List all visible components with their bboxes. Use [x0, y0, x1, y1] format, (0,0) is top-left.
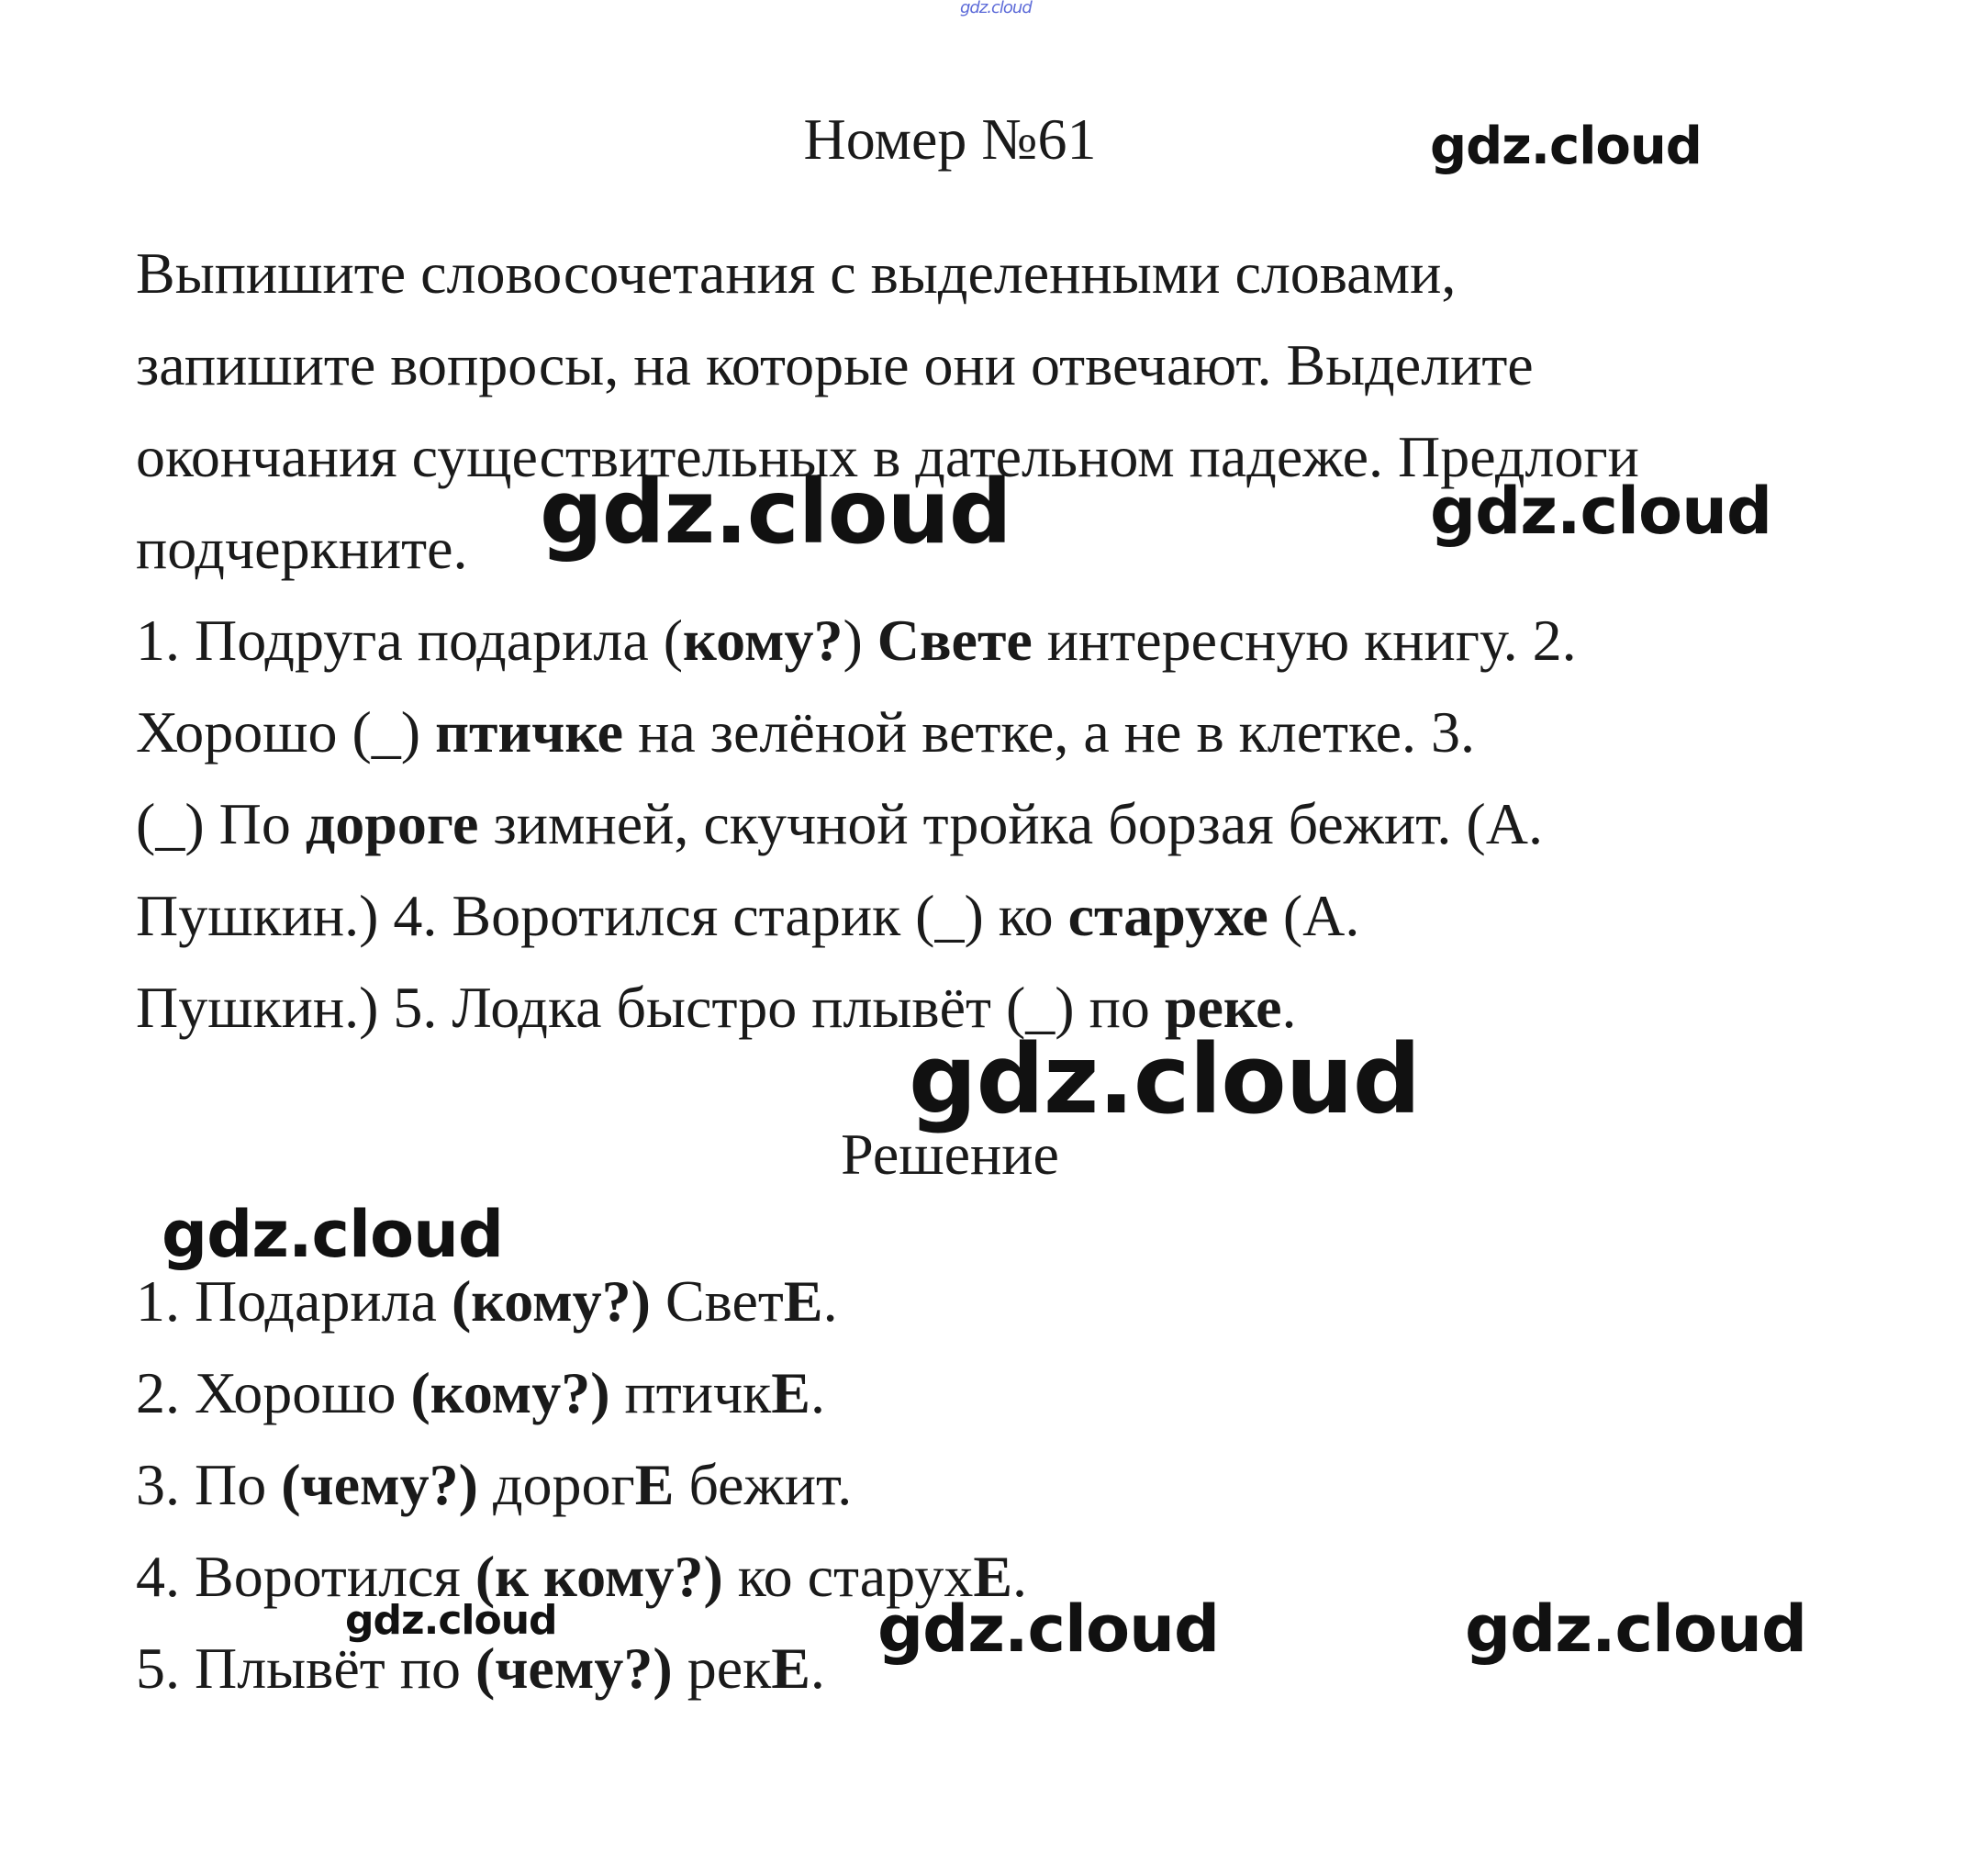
instruction-line-2: запишите вопросы, на которые они отвечают. Выделите: [136, 332, 1534, 397]
watermark-right-2: gdz.cloud: [1465, 1591, 1807, 1667]
watermark-left-1: gdz.cloud: [162, 1197, 504, 1272]
exercise-line-2: Хорошо (_) птичке на зелёной ветке, а не в клетке. 3.: [136, 699, 1475, 765]
answer-line-2: 2. Хорошо (кому?) птичкЕ.: [136, 1360, 825, 1425]
instruction-line-3: окончания существительных в дательном падеже. Предлоги: [136, 424, 1639, 489]
exercise-line-1: 1. Подруга подарила (кому?) Свете интересную книгу. 2.: [136, 608, 1577, 673]
solution-title: Решение: [841, 1122, 1059, 1187]
instruction-line-4: подчеркните.: [136, 516, 468, 581]
watermark-header: gdz.cloud: [1430, 117, 1702, 176]
answer-line-4: 4. Воротился (к кому?) ко старухЕ.: [136, 1544, 1027, 1609]
exercise-line-4: Пушкин.) 4. Воротился старик (_) ко старухе (А.: [136, 883, 1360, 948]
watermark-right-1: gdz.cloud: [1430, 474, 1772, 549]
watermark-large-2: gdz.cloud: [909, 1023, 1421, 1135]
answer-line-5: 5. Плывёт по (чему?) рекЕ.: [136, 1636, 825, 1701]
page-title: Номер №61: [803, 106, 1097, 172]
answer-line-1: 1. Подарила (кому?) СветЕ.: [136, 1268, 838, 1334]
instruction-line-1: Выпишите словосочетания с выделенными словами,: [136, 240, 1457, 306]
answer-line-3: 3. По (чему?) дорогЕ бежит.: [136, 1452, 853, 1517]
watermark-large-1: gdz.cloud: [540, 461, 1011, 564]
exercise-line-3: (_) По дороге зимней, скучной тройка борзая бежит. (А.: [136, 791, 1543, 856]
watermark-small-1: gdz.cloud: [345, 1597, 557, 1644]
exercise-line-5: Пушкин.) 5. Лодка быстро плывёт (_) по реке.: [136, 975, 1297, 1040]
watermark-top-tiny: gdz.cloud: [960, 0, 1032, 17]
watermark-mid-1: gdz.cloud: [877, 1591, 1220, 1667]
